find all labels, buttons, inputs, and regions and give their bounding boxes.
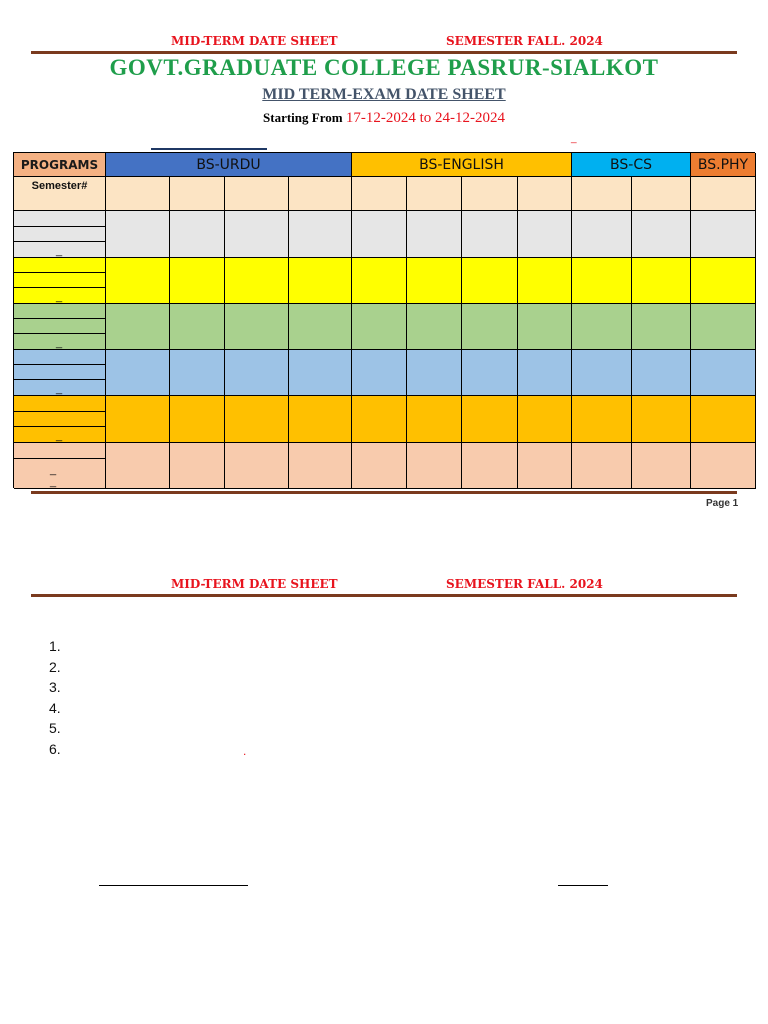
schedule-cell bbox=[352, 443, 407, 489]
red-mark: _ bbox=[571, 133, 577, 144]
starting-dates: 17-12-2024 to 24-12-2024 bbox=[345, 110, 505, 126]
schedule-cell bbox=[106, 443, 170, 489]
semester-cell bbox=[572, 177, 632, 211]
schedule-cell bbox=[407, 304, 462, 350]
schedule-cell bbox=[352, 396, 407, 443]
schedule-cell bbox=[518, 443, 572, 489]
semester-cell bbox=[352, 177, 407, 211]
dash-mark: _ bbox=[56, 383, 63, 395]
semester-cell bbox=[462, 177, 518, 211]
schedule-cell bbox=[572, 443, 632, 489]
dash-mark: _ bbox=[50, 476, 57, 488]
schedule-cell bbox=[225, 396, 289, 443]
schedule-cell bbox=[225, 443, 289, 489]
schedule-cell bbox=[170, 443, 225, 489]
program-header-1: BS-URDU bbox=[106, 153, 352, 177]
starting-line bbox=[0, 110, 768, 127]
semester-cell bbox=[518, 177, 572, 211]
schedule-cell bbox=[225, 304, 289, 350]
dash-mark: _ bbox=[56, 337, 63, 349]
list-item: 6. bbox=[49, 740, 61, 757]
page-number: Page 1 bbox=[706, 498, 739, 509]
schedule-cell bbox=[691, 443, 756, 489]
schedule-cell bbox=[289, 350, 352, 396]
schedule-cell bbox=[572, 258, 632, 304]
programs-header-cell: PROGRAMS bbox=[14, 153, 106, 177]
signature-line-right bbox=[558, 885, 608, 886]
band-sub-row bbox=[14, 443, 105, 459]
band-label-cell bbox=[14, 211, 106, 258]
list-item: 4. bbox=[49, 699, 61, 716]
schedule-cell bbox=[462, 211, 518, 258]
schedule-cell bbox=[462, 396, 518, 443]
schedule-cell bbox=[407, 258, 462, 304]
schedule-cell bbox=[632, 350, 691, 396]
page1-header-left: MID-TERM DATE SHEET bbox=[171, 34, 338, 48]
schedule-cell bbox=[170, 211, 225, 258]
schedule-cell bbox=[170, 350, 225, 396]
college-name: GOVT.GRADUATE COLLEGE PASRUR-SIALKOT bbox=[109, 55, 659, 80]
schedule-cell bbox=[572, 350, 632, 396]
band-strip bbox=[14, 350, 105, 365]
schedule-cell bbox=[518, 211, 572, 258]
schedule-cell bbox=[289, 396, 352, 443]
list-item: 3. bbox=[49, 679, 61, 695]
band-label-cell bbox=[14, 396, 106, 443]
page1-top-rule bbox=[31, 51, 737, 54]
schedule-cell bbox=[572, 396, 632, 443]
schedule-cell bbox=[289, 211, 352, 258]
dash-mark: _ bbox=[56, 430, 63, 442]
schedule-cell bbox=[407, 396, 462, 443]
date-sheet-table bbox=[13, 152, 755, 488]
semester-cell bbox=[225, 177, 289, 211]
list-item: 2. bbox=[49, 658, 61, 675]
band-strip bbox=[14, 211, 105, 227]
schedule-cell bbox=[462, 443, 518, 489]
schedule-cell bbox=[518, 258, 572, 304]
schedule-cell bbox=[632, 443, 691, 489]
semester-cell bbox=[632, 177, 691, 211]
semester-cell bbox=[407, 177, 462, 211]
starting-label: Starting From bbox=[263, 110, 343, 125]
schedule-cell bbox=[691, 258, 756, 304]
schedule-cell bbox=[225, 258, 289, 304]
schedule-cell bbox=[632, 211, 691, 258]
schedule-cell bbox=[462, 258, 518, 304]
red-dot: . bbox=[243, 744, 247, 758]
schedule-cell bbox=[106, 396, 170, 443]
dash-mark: _ bbox=[50, 464, 57, 476]
schedule-cell bbox=[407, 211, 462, 258]
page1-header-right: SEMESTER FALL. 2024 bbox=[446, 34, 603, 48]
schedule-cell bbox=[352, 258, 407, 304]
blue-underline-mark bbox=[151, 148, 267, 150]
band-strip bbox=[14, 396, 105, 412]
schedule-cell bbox=[691, 350, 756, 396]
schedule-cell bbox=[106, 258, 170, 304]
semester-cell bbox=[691, 177, 756, 211]
band-strip bbox=[14, 304, 105, 319]
schedule-cell bbox=[225, 350, 289, 396]
schedule-cell bbox=[225, 211, 289, 258]
schedule-cell bbox=[518, 350, 572, 396]
schedule-cell bbox=[518, 304, 572, 350]
schedule-cell bbox=[632, 258, 691, 304]
page2-top-rule bbox=[31, 594, 737, 597]
schedule-cell bbox=[407, 350, 462, 396]
sheet-subtitle: MID TERM-EXAM DATE SHEET bbox=[262, 86, 506, 103]
program-header-2: BS-ENGLISH bbox=[352, 153, 572, 177]
page1-bottom-rule bbox=[31, 491, 737, 494]
schedule-cell bbox=[289, 258, 352, 304]
schedule-cell bbox=[352, 304, 407, 350]
semester-cell bbox=[170, 177, 225, 211]
band-label-cell bbox=[14, 304, 106, 350]
band-label-cell bbox=[14, 350, 106, 396]
schedule-cell bbox=[170, 304, 225, 350]
page2-header-left: MID-TERM DATE SHEET bbox=[171, 577, 338, 591]
dash-mark: _ bbox=[56, 245, 63, 257]
schedule-cell bbox=[352, 350, 407, 396]
schedule-cell bbox=[352, 211, 407, 258]
page2-header-right: SEMESTER FALL. 2024 bbox=[446, 577, 603, 591]
schedule-cell bbox=[170, 258, 225, 304]
schedule-cell bbox=[691, 304, 756, 350]
band-label-cell bbox=[14, 443, 106, 489]
schedule-cell bbox=[691, 211, 756, 258]
schedule-cell bbox=[632, 396, 691, 443]
schedule-cell bbox=[170, 396, 225, 443]
schedule-cell bbox=[407, 443, 462, 489]
schedule-cell bbox=[106, 304, 170, 350]
semester-cell bbox=[106, 177, 170, 211]
schedule-cell bbox=[462, 350, 518, 396]
schedule-cell bbox=[518, 396, 572, 443]
schedule-cell bbox=[106, 350, 170, 396]
signature-line-left bbox=[99, 885, 248, 886]
schedule-cell bbox=[572, 211, 632, 258]
schedule-cell bbox=[289, 443, 352, 489]
schedule-cell bbox=[691, 396, 756, 443]
semester-cell bbox=[289, 177, 352, 211]
numbered-list bbox=[49, 636, 61, 759]
dash-mark: _ bbox=[56, 291, 63, 303]
program-header-4: BS.PHY bbox=[691, 153, 756, 177]
list-item: 5. bbox=[49, 720, 61, 736]
band-label-cell bbox=[14, 258, 106, 304]
list-item: 1. bbox=[49, 638, 61, 654]
semester-label-cell: Semester# bbox=[14, 177, 106, 211]
schedule-cell bbox=[462, 304, 518, 350]
program-header-3: BS-CS bbox=[572, 153, 691, 177]
schedule-cell bbox=[289, 304, 352, 350]
schedule-cell bbox=[632, 304, 691, 350]
schedule-cell bbox=[106, 211, 170, 258]
schedule-cell bbox=[572, 304, 632, 350]
band-strip bbox=[14, 258, 105, 273]
